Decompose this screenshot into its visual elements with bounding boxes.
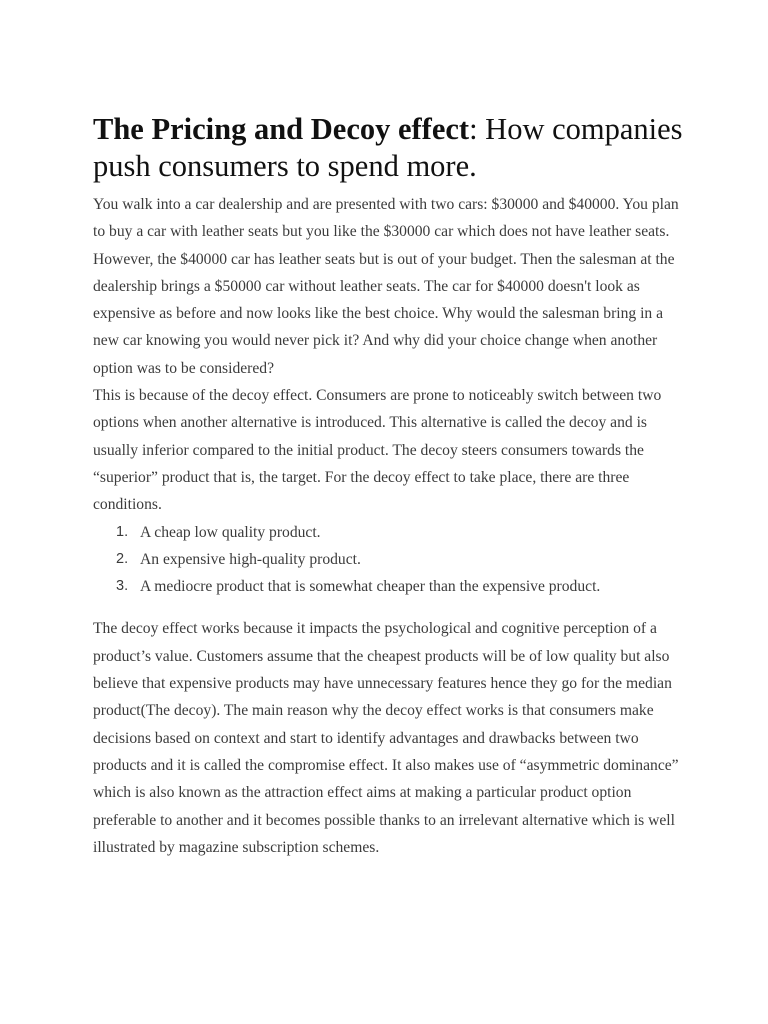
list-item <box>116 519 683 546</box>
explanation-paragraph: The decoy effect works because it impacts the psychological and cognitive perception of a product’s value. Customers assume that the cheapest products will be of low quality but also believe that expensive products may have unnecessary features hence they go for the median product(The decoy). The main reason why the decoy effect works is that consumers make decisions based on context and start to identify advantages and drawbacks between two products and it is called the compromise effect. It also makes use of “asymmetric dominance” which is also known as the attraction effect aims at making a particular product option preferable to another and it becomes possible thanks to an irrelevant alternative which is well illustrated by magazine subscription schemes. <box>93 620 679 856</box>
document-title <box>93 111 683 185</box>
document-title-rest: : How companies push consumers to spend more. <box>93 112 683 183</box>
list-item-text: An expensive high-quality product. <box>140 550 361 568</box>
list-item-number: 1. <box>116 523 129 540</box>
document-page <box>93 111 683 861</box>
list-item-text: A cheap low quality product. <box>140 523 321 541</box>
list-item <box>116 546 683 573</box>
document-title-bold: The Pricing and Decoy effect <box>93 112 470 146</box>
conditions-list <box>93 519 683 601</box>
list-item-number: 2. <box>116 550 129 567</box>
list-item-text: A mediocre product that is somewhat cheaper than the expensive product. <box>140 578 601 596</box>
intro-paragraph: You walk into a car dealership and are presented with two cars: $30000 and $40000. You plan to buy a car with leather seats but you like the $30000 car which does not have leather seats. However, the $40000 car has leather seats but is out of your budget. Then the salesman at the dealership brings a $50000 car without leather seats. The car for $40000 doesn't look as expensive as before and now looks like the best choice. Why would the salesman bring in a new car knowing you would never pick it? And why did your choice change when another option was to be considered? <box>93 196 679 377</box>
decoy-effect-paragraph: This is because of the decoy effect. Consumers are prone to noticeably switch between two options when another alternative is introduced. This alternative is called the decoy and is usually inferior compared to the initial product. The decoy steers consumers towards the “superior” product that is, the target. For the decoy effect to take place, there are three conditions. <box>93 387 662 514</box>
list-item-number: 3. <box>116 578 129 595</box>
list-item <box>116 573 683 600</box>
